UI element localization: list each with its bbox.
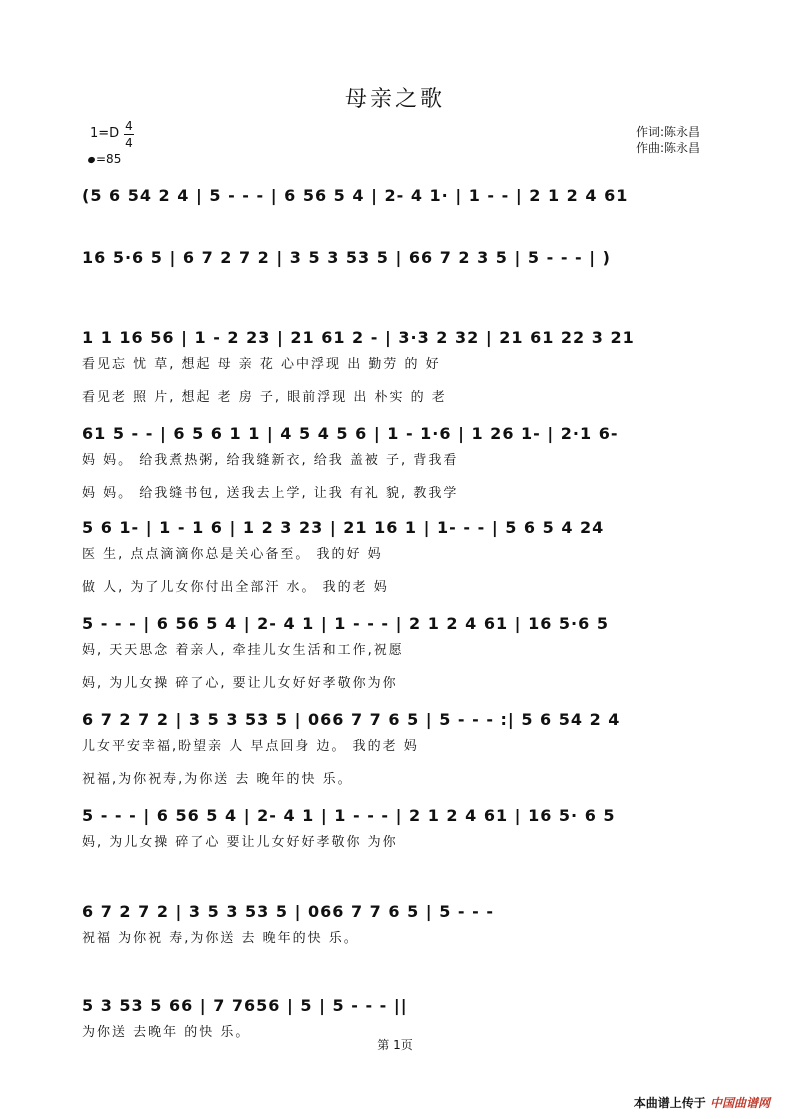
lyrics-verse-1: 妈 妈。 给我煮热粥, 给我缝新衣, 给我 盖被 子, 背我看 — [82, 453, 459, 468]
composer: 作曲:陈永昌 — [636, 141, 701, 155]
notes-line: 5 6 1- | 1 - 1 6 | 1 2 3 23 | 21 16 1 | 1- - - | 5 6 5 4 24 — [82, 518, 605, 537]
lyrics-verse-1: 医 生, 点点滴滴你总是关心备至。 我的好 妈 — [82, 547, 383, 562]
score-row — [82, 996, 742, 1040]
score-row — [82, 518, 742, 595]
time-sig-bottom: 4 — [125, 136, 133, 150]
lyrics-verse-1: 祝福 为你祝 寿,为你送 去 晚年的快 乐。 — [82, 931, 359, 946]
notes-line: 61 5 - - | 6 5 6 1 1 | 4 5 4 5 6 | 1 - 1·6 | 1 26 1- | 2·1 6- — [82, 424, 619, 443]
score-row — [82, 614, 742, 691]
key-signature: 1=D — [90, 126, 120, 141]
score-row — [82, 248, 742, 267]
lyrics-verse-1: 儿女平安幸福,盼望亲 人 早点回身 边。 我的老 妈 — [82, 739, 419, 754]
notes-line: 1 1 16 56 | 1 - 2 23 | 21 61 2 - | 3·3 2 32 | 21 61 22 3 21 — [82, 328, 635, 347]
lyrics-verse-1: 为你送 去晚年 的快 乐。 — [82, 1025, 251, 1040]
tempo-marking — [88, 152, 121, 166]
lyricist: 作词:陈永昌 — [636, 125, 701, 139]
score-row — [82, 328, 742, 405]
notes-line: (5 6 54 2 4 | 5 - - - | 6 56 5 4 | 2- 4 1· | 1 - - | 2 1 2 4 61 — [82, 186, 629, 205]
lyrics-verse-2: 妈, 为儿女操 碎了心, 要让儿女好好孝敬你为你 — [82, 676, 398, 691]
upload-watermark — [634, 1094, 770, 1111]
tempo-value: =85 — [96, 152, 122, 166]
page-number: 第 1页 — [377, 1038, 413, 1052]
lyrics-verse-1: 妈, 天天思念 着亲人, 牵挂儿女生活和工作,祝愿 — [82, 643, 404, 658]
credits — [636, 124, 700, 156]
lyrics-verse-1: 妈, 为儿女操 碎了心 要让儿女好好孝敬你 为你 — [82, 835, 398, 850]
site-logo: 中国曲谱网 — [709, 1096, 770, 1110]
score-row — [82, 902, 742, 946]
time-sig-top: 4 — [125, 119, 133, 133]
song-title: 母亲之歌 — [344, 87, 445, 112]
lyrics-verse-1: 看见忘 忧 草, 想起 母 亲 花 心中浮现 出 勤劳 的 好 — [82, 357, 441, 372]
time-signature — [124, 118, 134, 151]
score-row — [82, 806, 742, 850]
lyrics-verse-2: 做 人, 为了儿女你付出全部汗 水。 我的老 妈 — [82, 580, 389, 595]
score-row — [82, 424, 742, 501]
lyrics-verse-2: 看见老 照 片, 想起 老 房 子, 眼前浮现 出 朴实 的 老 — [82, 390, 447, 405]
score-row — [82, 710, 742, 787]
notes-line: 6 7 2 7 2 | 3 5 3 53 5 | 066 7 7 6 5 | 5 - - - — [82, 902, 494, 921]
quarter-note-icon — [87, 156, 96, 164]
notes-line: 5 3 53 5 66 | 7 7656 | 5 | 5 - - - || — [82, 996, 408, 1015]
time-sig-line — [124, 134, 134, 135]
notes-line: 5 - - - | 6 56 5 4 | 2- 4 1 | 1 - - - | 2 1 2 4 61 | 16 5·6 5 — [82, 614, 609, 633]
notes-line: 5 - - - | 6 56 5 4 | 2- 4 1 | 1 - - - | 2 1 2 4 61 | 16 5· 6 5 — [82, 806, 616, 825]
lyrics-verse-2: 祝福,为你祝寿,为你送 去 晚年的快 乐。 — [82, 772, 353, 787]
notes-line: 6 7 2 7 2 | 3 5 3 53 5 | 066 7 7 6 5 | 5 - - - :| 5 6 54 2 4 — [82, 710, 621, 729]
notes-line: 16 5·6 5 | 6 7 2 7 2 | 3 5 3 53 5 | 66 7 2 3 5 | 5 - - - | ) — [82, 248, 611, 267]
score-row — [82, 186, 742, 205]
lyrics-verse-2: 妈 妈。 给我缝书包, 送我去上学, 让我 有礼 貌, 教我学 — [82, 486, 459, 501]
upload-text: 本曲谱上传于 — [633, 1096, 706, 1110]
